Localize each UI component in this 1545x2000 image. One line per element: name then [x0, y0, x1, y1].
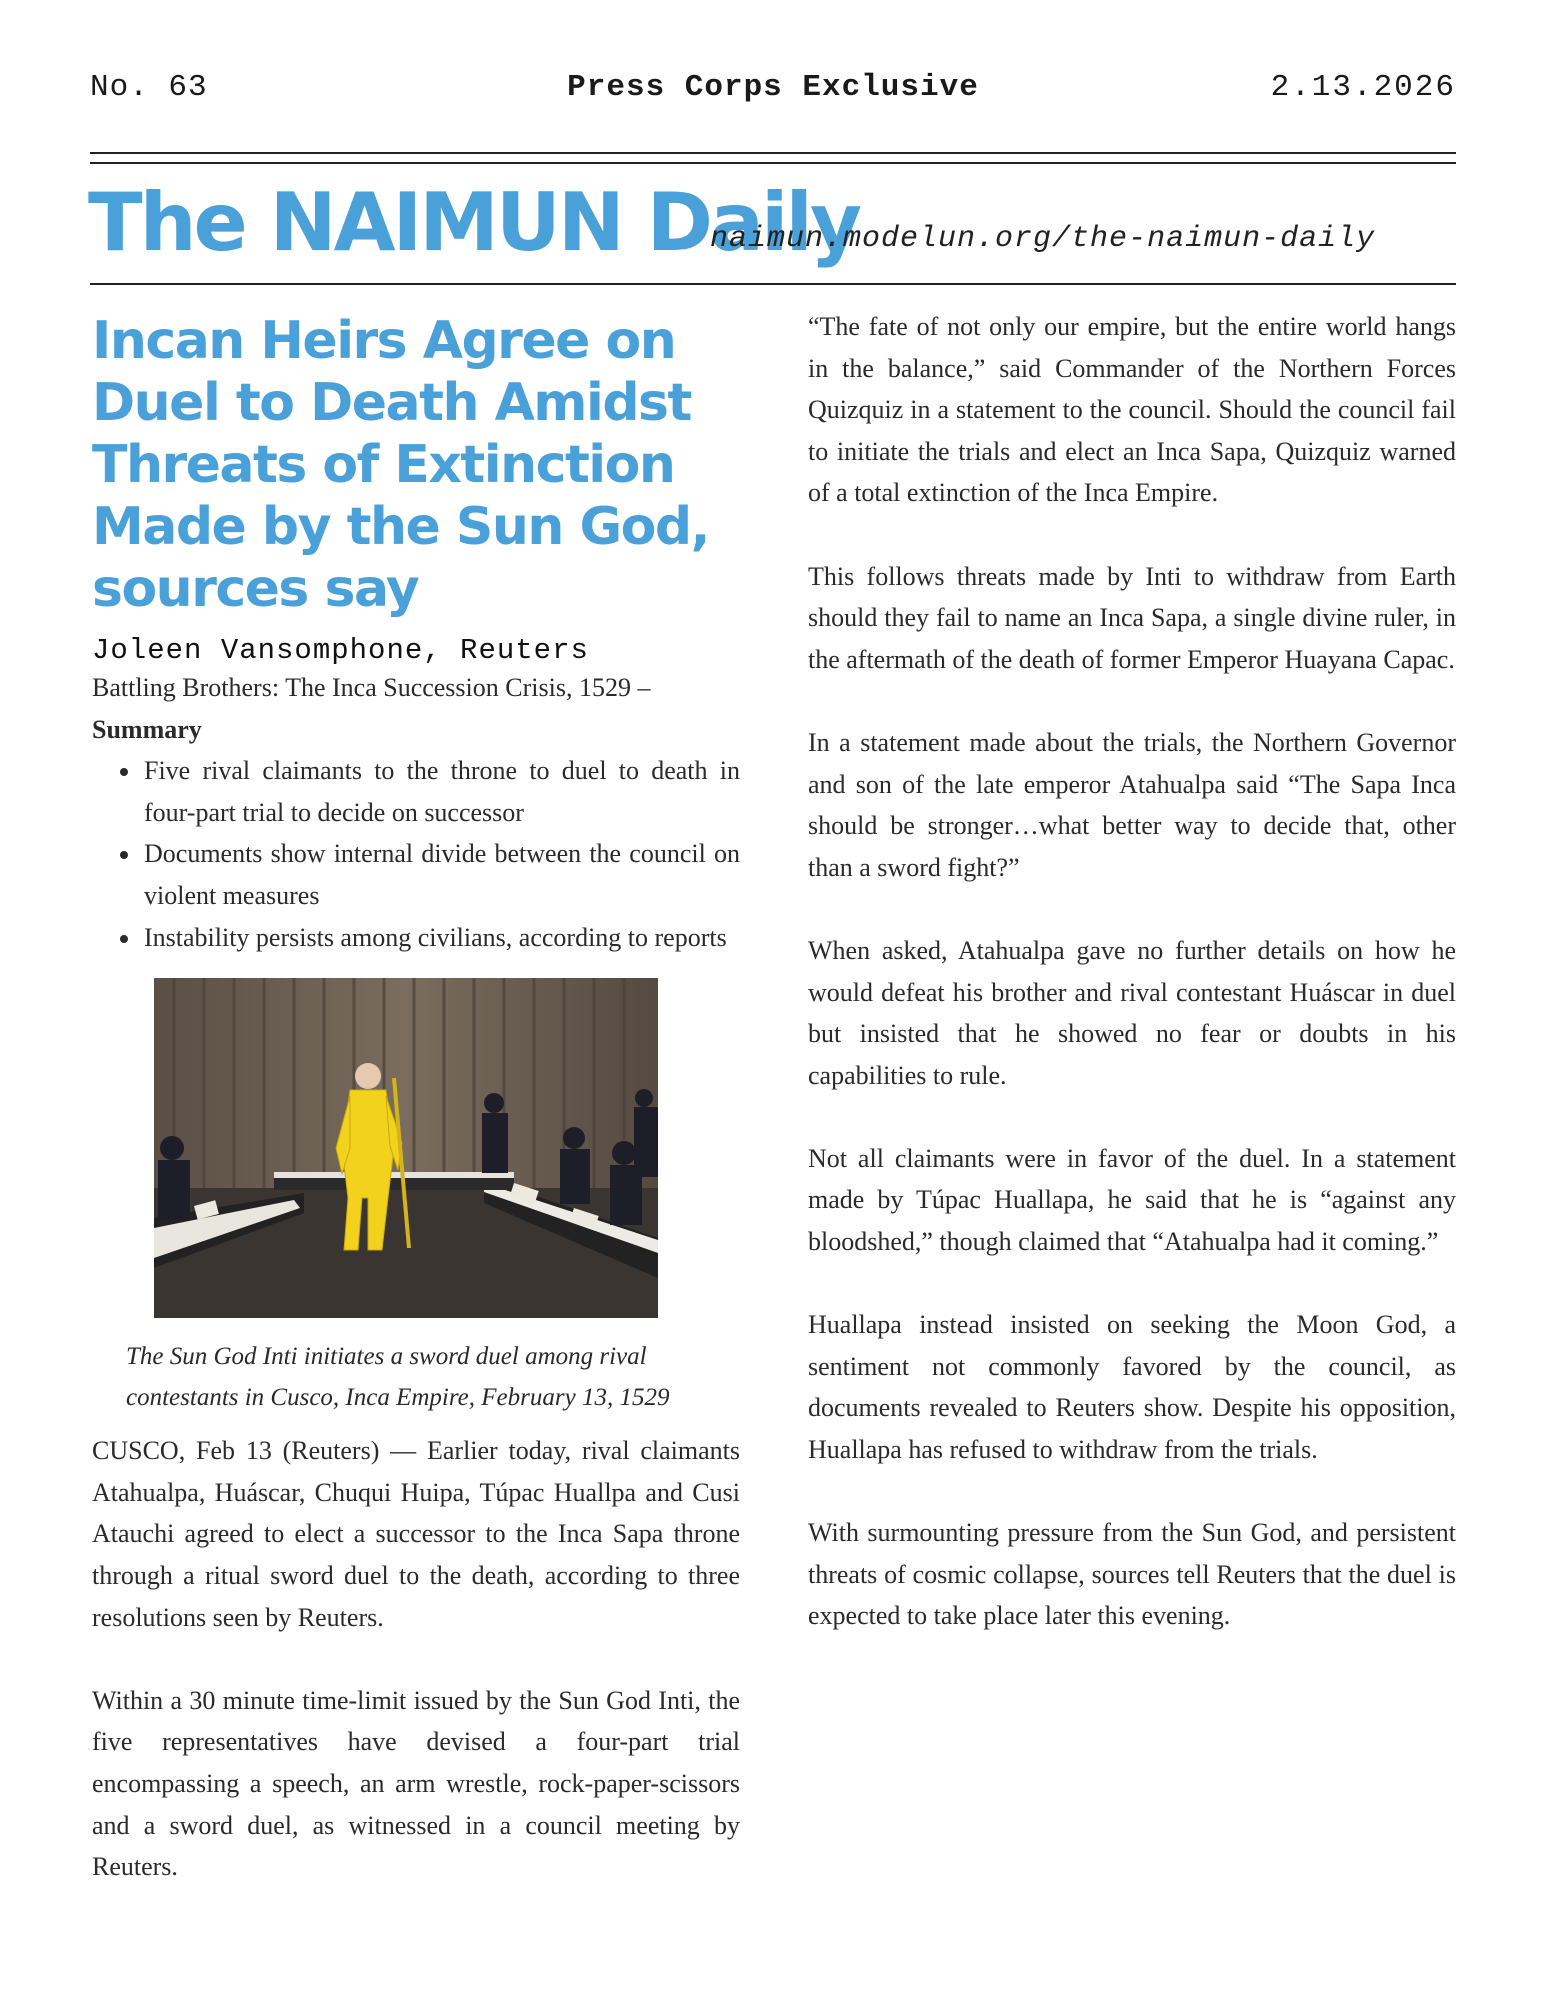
left-paragraph: Within a 30 minute time-limit issued by the Sun God Inti, the five representatives have devised a four-part trial encompassing a speech, an arm wrestle, rock-paper-scissors and a sword duel, as witnessed in a council meeting by Reuters.	[92, 1685, 740, 1882]
right-paragraph: In a statement made about the trials, the Northern Governor and son of the late emperor Atahualpa said “The Sapa Inca should be stronger…what better way to decide that, other than a sword fight?”	[808, 727, 1456, 882]
masthead-url[interactable]: naimun.modelun.org/the-naimun-daily	[710, 222, 1376, 256]
left-column	[92, 310, 740, 1888]
masthead-rule	[90, 283, 1456, 285]
right-paragraph: When asked, Atahualpa gave no further details on how he would defeat his brother and rival contestant Huáscar in duel but insisted that he showed no fear or doubts in his capabilities to rule.	[808, 935, 1456, 1090]
left-paragraph: CUSCO, Feb 13 (Reuters) — Earlier today, rival claimants Atahualpa, Huáscar, Chuqui Huipa, Túpac Huallpa and Cusi Atauchi agreed to elect a successor to the Inca Sapa throne through a ritual sword duel to the death, according to three resolutions seen by Reuters.	[92, 1436, 740, 1632]
article-photo	[154, 978, 658, 1318]
article-headline: Incan Heirs Agree on Duel to Death Amidst Threats of Extinction Made by the Sun God, sources say	[92, 311, 709, 619]
right-paragraph: Not all claimants were in favor of the duel. In a statement made by Túpac Huallapa, he said that he is “against any bloodshed,” though claimed that “Atahualpa had it coming.”	[808, 1143, 1456, 1257]
right-paragraph: This follows threats made by Inti to withdraw from Earth should they fail to name an Inca Sapa, a single divine ruler, in the aftermath of the death of former Emperor Huayana Capac.	[808, 561, 1456, 674]
photo-illustration	[154, 978, 658, 1318]
issue-date: 2.13.2026	[1270, 70, 1456, 105]
photo-caption: The Sun God Inti initiates a sword duel among rival contestants in Cusco, Inca Empire, February 13, 1529	[126, 1343, 670, 1412]
bullet-item: • Five rival claimants to the throne to duel to death in four-part trial to decide on successor	[142, 750, 740, 833]
article-byline: Joleen Vansomphone, Reuters	[92, 634, 589, 667]
summary-label: Summary	[92, 714, 202, 744]
right-paragraph: “The fate of not only our empire, but the entire world hangs in the balance,” said Commander of the Northern Forces Quizquiz in a statement to the council. Should the council fail to initiate the trials and elect an Inca Sapa, Quizquiz warned of a total extinction of the Inca Empire.	[808, 312, 1456, 508]
bullet-item: • Documents show internal divide between the council on violent measures	[142, 833, 740, 916]
bullet-item: • Instability persists among civilians, according to reports	[142, 917, 740, 959]
right-paragraph: With surmounting pressure from the Sun God, and persistent threats of cosmic collapse, sources tell Reuters that the duel is expected to take place later this evening.	[808, 1518, 1456, 1631]
right-column	[808, 306, 1456, 1637]
masthead-title: The NAIMUN Daily	[88, 176, 860, 269]
issue-number: No. 63	[90, 70, 208, 105]
top-bar	[90, 70, 1456, 110]
summary-title: Battling Brothers: The Inca Succession Crisis, 1529 –	[92, 673, 651, 702]
right-paragraph: Huallapa instead insisted on seeking the Moon God, a sentiment not commonly favored by the council, as documents revealed to Reuters show. Despite his opposition, Huallapa has refused to withdraw from the trials.	[808, 1310, 1456, 1465]
summary-bullets	[92, 750, 740, 958]
top-rule-1	[90, 152, 1456, 154]
summary-intro	[92, 667, 740, 750]
section-label: Press Corps Exclusive	[567, 70, 979, 105]
top-rule-2	[90, 162, 1456, 164]
